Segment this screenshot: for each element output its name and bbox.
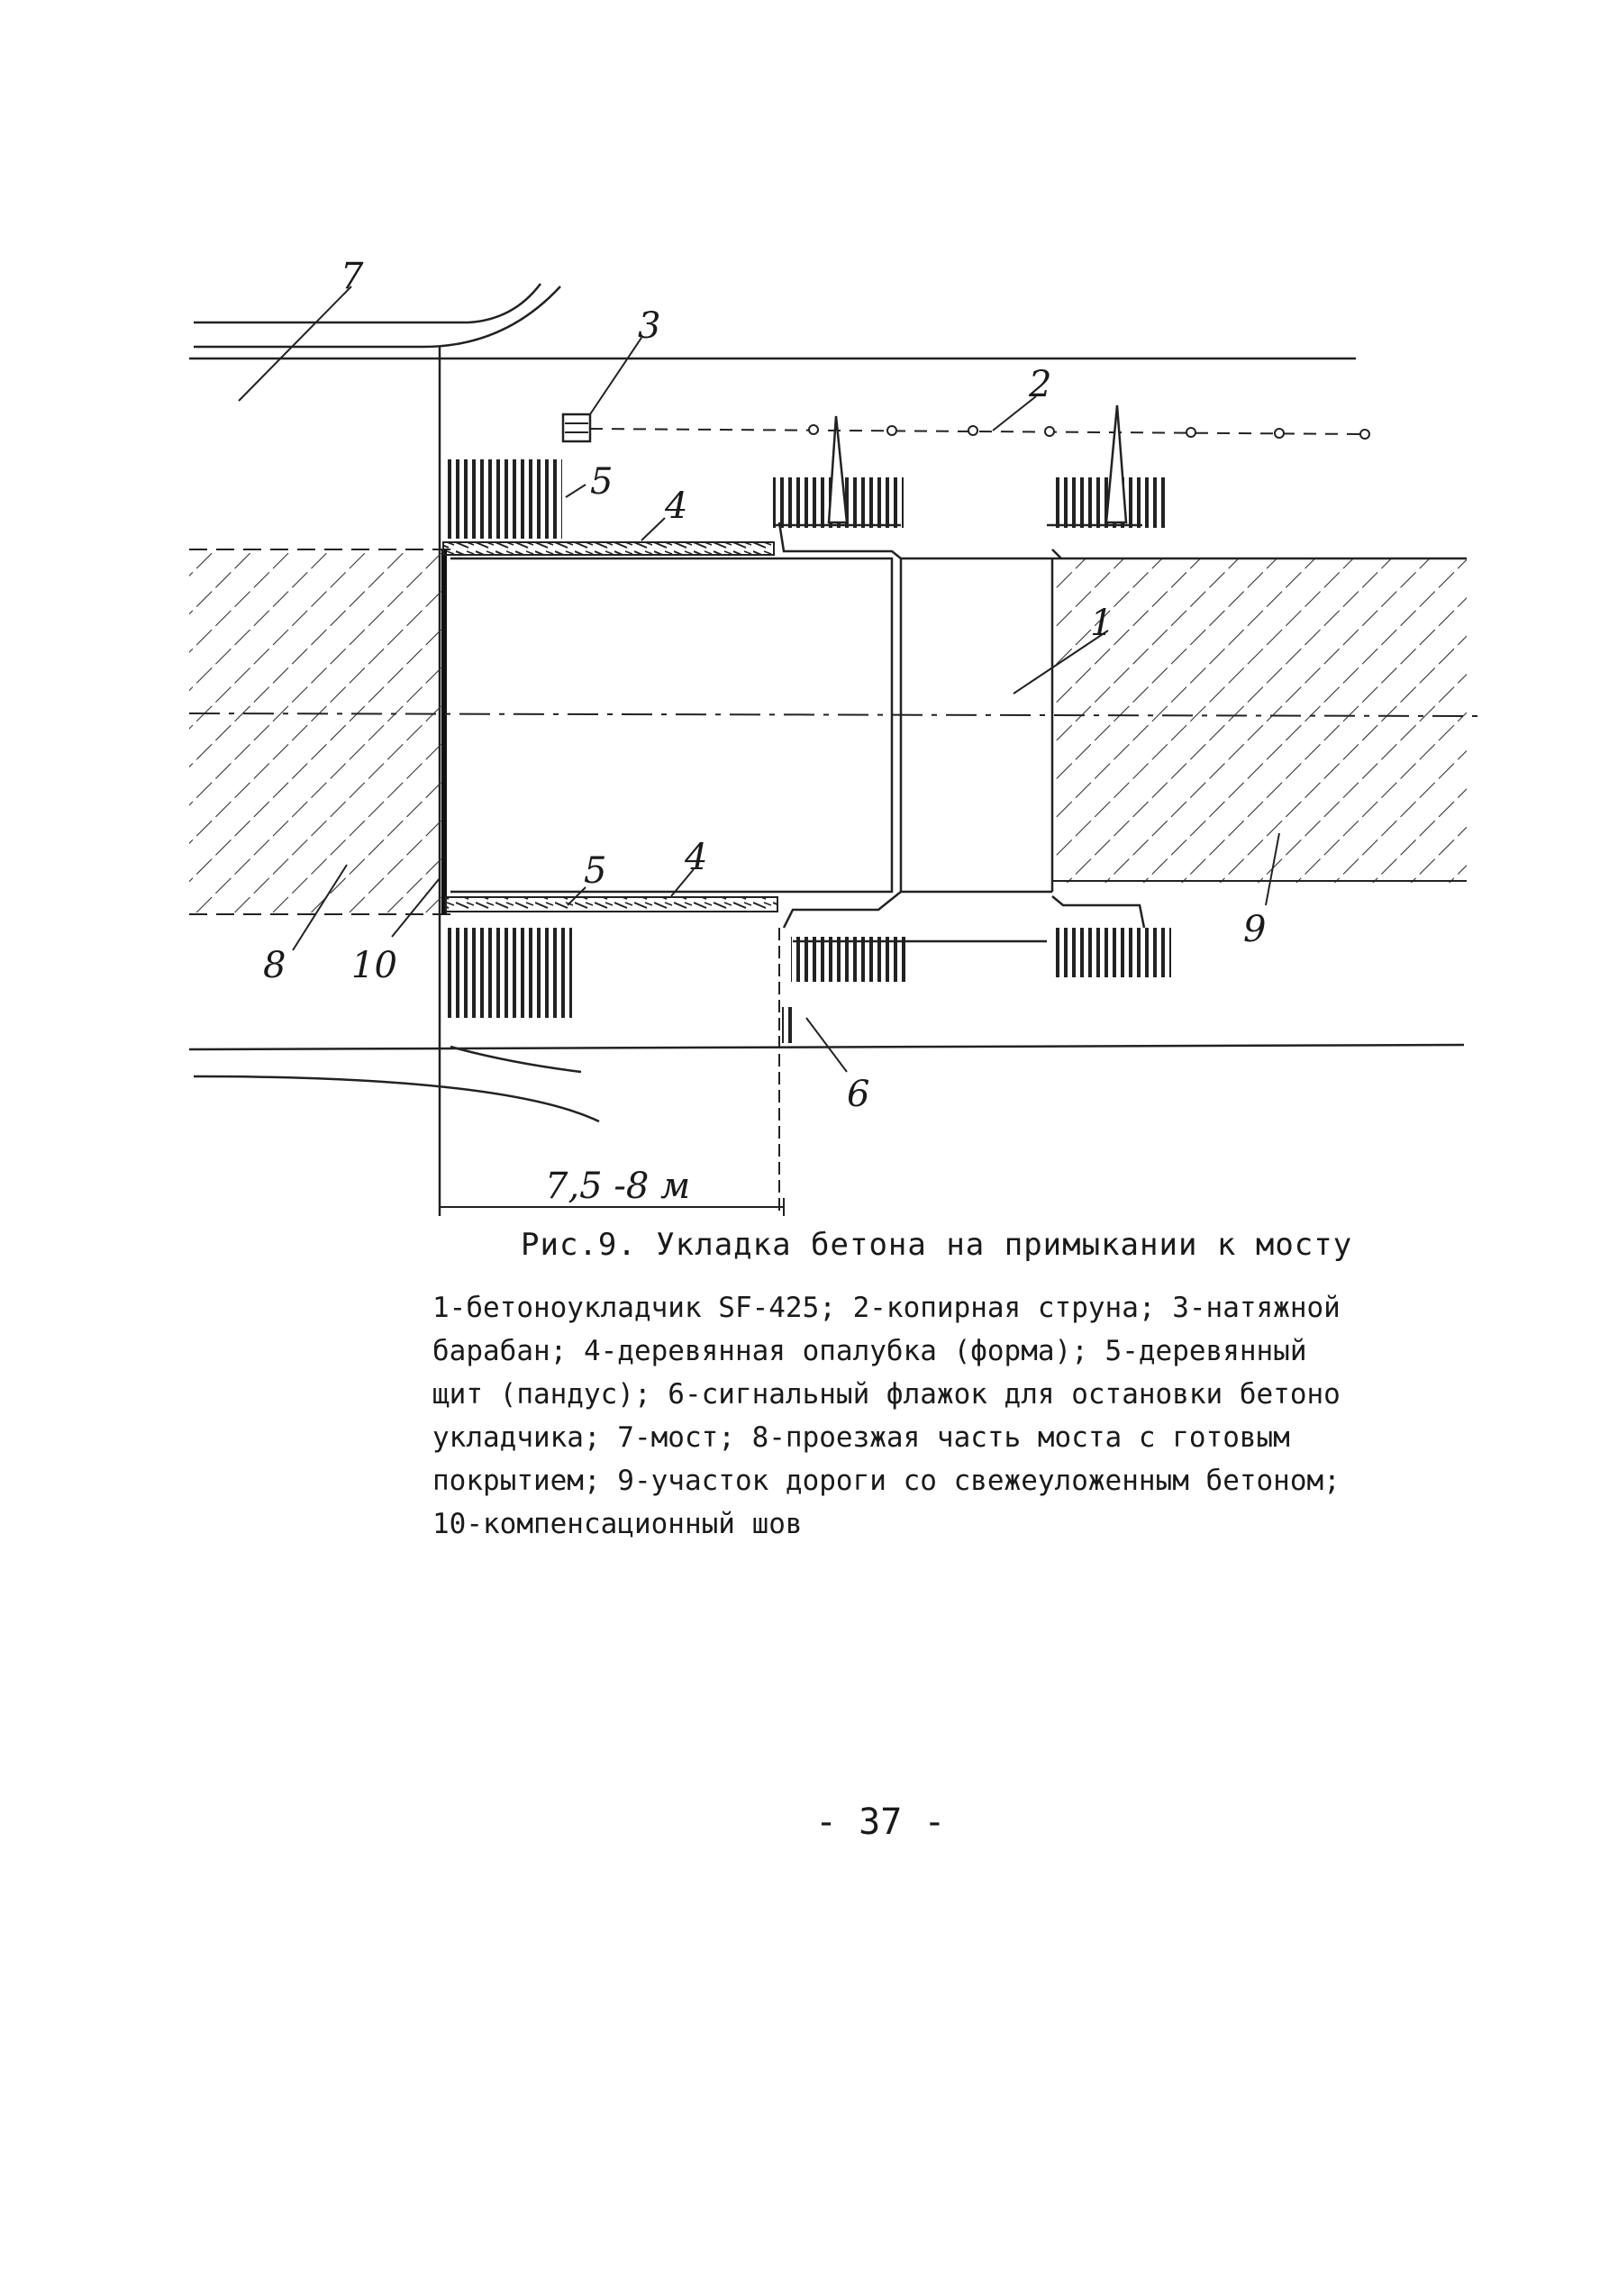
label-9: 9 <box>1243 909 1267 950</box>
leader-4-top <box>641 518 665 540</box>
ramp-bottom <box>446 928 572 1018</box>
sensor-mast-left <box>829 416 847 522</box>
label-4-bottom: 4 <box>685 837 708 878</box>
leader-6 <box>806 1018 847 1072</box>
leader-5-top <box>566 485 586 497</box>
label-2: 2 <box>1029 364 1052 405</box>
fresh-concrete-area <box>1052 558 1467 883</box>
label-1: 1 <box>1090 603 1114 644</box>
dimension-label: 7,5 -8 м <box>545 1166 691 1207</box>
label-5-top: 5 <box>590 461 614 503</box>
track-bottom-left <box>791 937 910 982</box>
legend-line: барабан; 4-деревянная опалубка (форма); 5-деревянный <box>432 1335 1307 1367</box>
slipform-paver <box>450 522 1144 941</box>
bridge-railing-bottom <box>194 1076 599 1121</box>
track-bottom-right <box>1052 928 1171 977</box>
figure-legend <box>432 1286 1387 1546</box>
page-number: - 37 - <box>815 1801 946 1843</box>
ramp-top <box>443 459 562 539</box>
legend-line: 1-бетоноукладчик SF-425; 2-копирная струна; 3-натяжной <box>432 1292 1341 1324</box>
label-3: 3 <box>638 305 661 347</box>
figure-caption-title: Рис.9. Укладка бетона на примыкании к мосту <box>521 1227 1353 1263</box>
formwork-bottom <box>446 897 777 912</box>
label-5-bottom: 5 <box>584 850 607 892</box>
bridge-railing-bottom-inner <box>450 1047 581 1072</box>
formwork-top <box>443 542 774 555</box>
bridge-railing-top-inner <box>194 286 560 347</box>
label-8: 8 <box>263 945 286 986</box>
sensor-mast-right <box>1106 405 1126 522</box>
legend-line: щит (пандус); 6-сигнальный флажок для остановки бетоно <box>432 1378 1341 1411</box>
label-7: 7 <box>341 256 364 297</box>
signal-flag <box>782 1007 795 1043</box>
label-6: 6 <box>847 1074 870 1115</box>
leader-7 <box>239 286 351 401</box>
leader-3 <box>590 338 641 414</box>
bridge-railing-top <box>194 284 541 322</box>
tension-drum <box>563 414 590 441</box>
legend-line: покрытием; 9-участок дороги со свежеуложенным бетоном; <box>432 1465 1341 1497</box>
bridge-deck-area <box>189 549 446 914</box>
label-10: 10 <box>351 945 397 986</box>
legend-line: 10-компенсационный шов <box>432 1508 803 1540</box>
label-4-top: 4 <box>665 486 688 527</box>
legend-line: укладчика; 7-мост; 8-проезжая часть моста с готовым <box>432 1421 1290 1454</box>
